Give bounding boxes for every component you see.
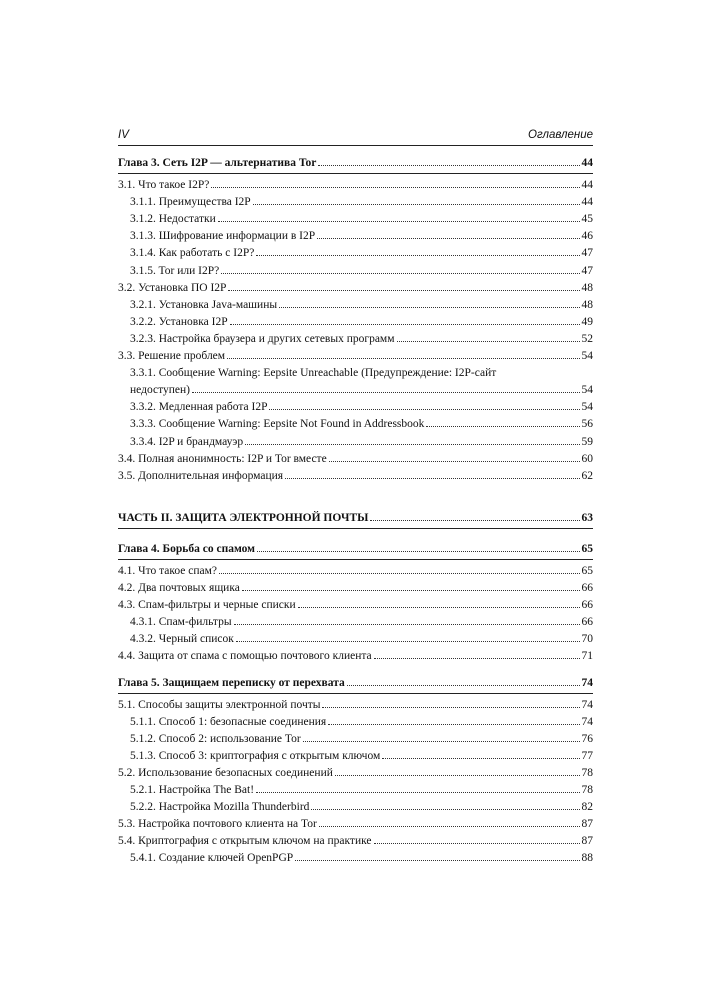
- toc-entry[interactable]: 3.2.2. Установка I2P 49: [130, 315, 593, 328]
- running-header: [118, 129, 593, 146]
- toc-entry[interactable]: 5.4. Криптография с открытым ключом на практике 87: [118, 835, 593, 848]
- toc-entry[interactable]: 3.1.3. Шифрование информации в I2P 46: [130, 230, 593, 243]
- toc-entry[interactable]: 3.2.3. Настройка браузера и других сетевых программ 52: [130, 332, 593, 345]
- toc-entry[interactable]: 5.2.2. Настройка Mozilla Thunderbird 82: [130, 801, 593, 814]
- table-of-contents: [118, 155, 593, 868]
- toc-entry[interactable]: 5.1.3. Способ 3: криптография с открытым ключом 77: [130, 749, 593, 762]
- toc-entry[interactable]: 4.2. Два почтовых ящика 66: [118, 582, 593, 595]
- toc-entry[interactable]: 5.1.1. Способ 1: безопасные соединения 74: [130, 715, 593, 728]
- toc-entry[interactable]: 3.1.5. Tor или I2P? 47: [130, 264, 593, 277]
- toc-entry[interactable]: 5.4.1. Создание ключей OpenPGP 88: [130, 852, 593, 865]
- toc-entry[interactable]: 3.3.3. Сообщение Warning: Eepsite Not Found in Addressbook 56: [130, 418, 593, 431]
- toc-entry[interactable]: 5.1.2. Способ 2: использование Tor 76: [130, 732, 593, 745]
- toc-entry[interactable]: 4.3.2. Черный список 70: [130, 633, 593, 646]
- toc-entry-wrapped[interactable]: 3.3.1. Сообщение Warning: Eepsite Unreachable (Предупреждение: I2P-сайт: [130, 367, 497, 380]
- toc-entry[interactable]: 3.3. Решение проблем 54: [118, 350, 593, 363]
- chapter-5-heading: [118, 675, 593, 694]
- page-number-roman: IV: [118, 129, 129, 141]
- toc-entry[interactable]: 3.4. Полная анонимность: I2P и Tor вместе 60: [118, 452, 593, 465]
- toc-entry[interactable]: 3.1.2. Недостатки 45: [130, 213, 593, 226]
- toc-entry[interactable]: 3.2. Установка ПО I2P 48: [118, 281, 593, 294]
- toc-entry[interactable]: 3.3.2. Медленная работа I2P 54: [130, 401, 593, 414]
- toc-entry-chapter-4[interactable]: Глава 4. Борьба со спамом 65: [118, 542, 593, 555]
- toc-entry[interactable]: 4.3.1. Спам-фильтры 66: [130, 616, 593, 629]
- toc-entry[interactable]: 3.5. Дополнительная информация 62: [118, 469, 593, 482]
- toc-entry[interactable]: 3.2.1. Установка Java-машины 48: [130, 298, 593, 311]
- toc-entry[interactable]: 3.3.4. I2P и брандмауэр 59: [130, 435, 593, 448]
- toc-entry-continuation[interactable]: недоступен) 54: [130, 384, 593, 397]
- toc-entry[interactable]: 5.3. Настройка почтового клиента на Tor 87: [118, 818, 593, 831]
- chapter-3-heading: [118, 155, 593, 174]
- toc-entry[interactable]: 5.2.1. Настройка The Bat! 78: [130, 784, 593, 797]
- toc-entry-chapter-5[interactable]: Глава 5. Защищаем переписку от перехвата 74: [118, 676, 593, 689]
- toc-entry-part-2[interactable]: ЧАСТЬ II. ЗАЩИТА ЭЛЕКТРОННОЙ ПОЧТЫ 63: [118, 511, 593, 524]
- part-2-heading: [118, 510, 593, 529]
- toc-entry-chapter-3[interactable]: Глава 3. Сеть I2P — альтернатива Tor 44: [118, 157, 593, 169]
- running-title: Оглавление: [528, 129, 593, 141]
- toc-entry[interactable]: 4.1. Что такое спам? 65: [118, 564, 593, 577]
- toc-entry[interactable]: 4.3. Спам-фильтры и черные списки 66: [118, 599, 593, 612]
- toc-entry[interactable]: 3.1. Что такое I2P? 44: [118, 179, 593, 192]
- toc-entry[interactable]: 3.1.4. Как работать с I2P? 47: [130, 247, 593, 260]
- toc-entry[interactable]: 3.1.1. Преимущества I2P 44: [130, 196, 593, 209]
- toc-entry[interactable]: 4.4. Защита от спама с помощью почтового клиента 71: [118, 650, 593, 663]
- toc-entry[interactable]: 5.1. Способы защиты электронной почты 74: [118, 698, 593, 711]
- chapter-4-heading: [118, 541, 593, 560]
- toc-entry[interactable]: 5.2. Использование безопасных соединений 78: [118, 767, 593, 779]
